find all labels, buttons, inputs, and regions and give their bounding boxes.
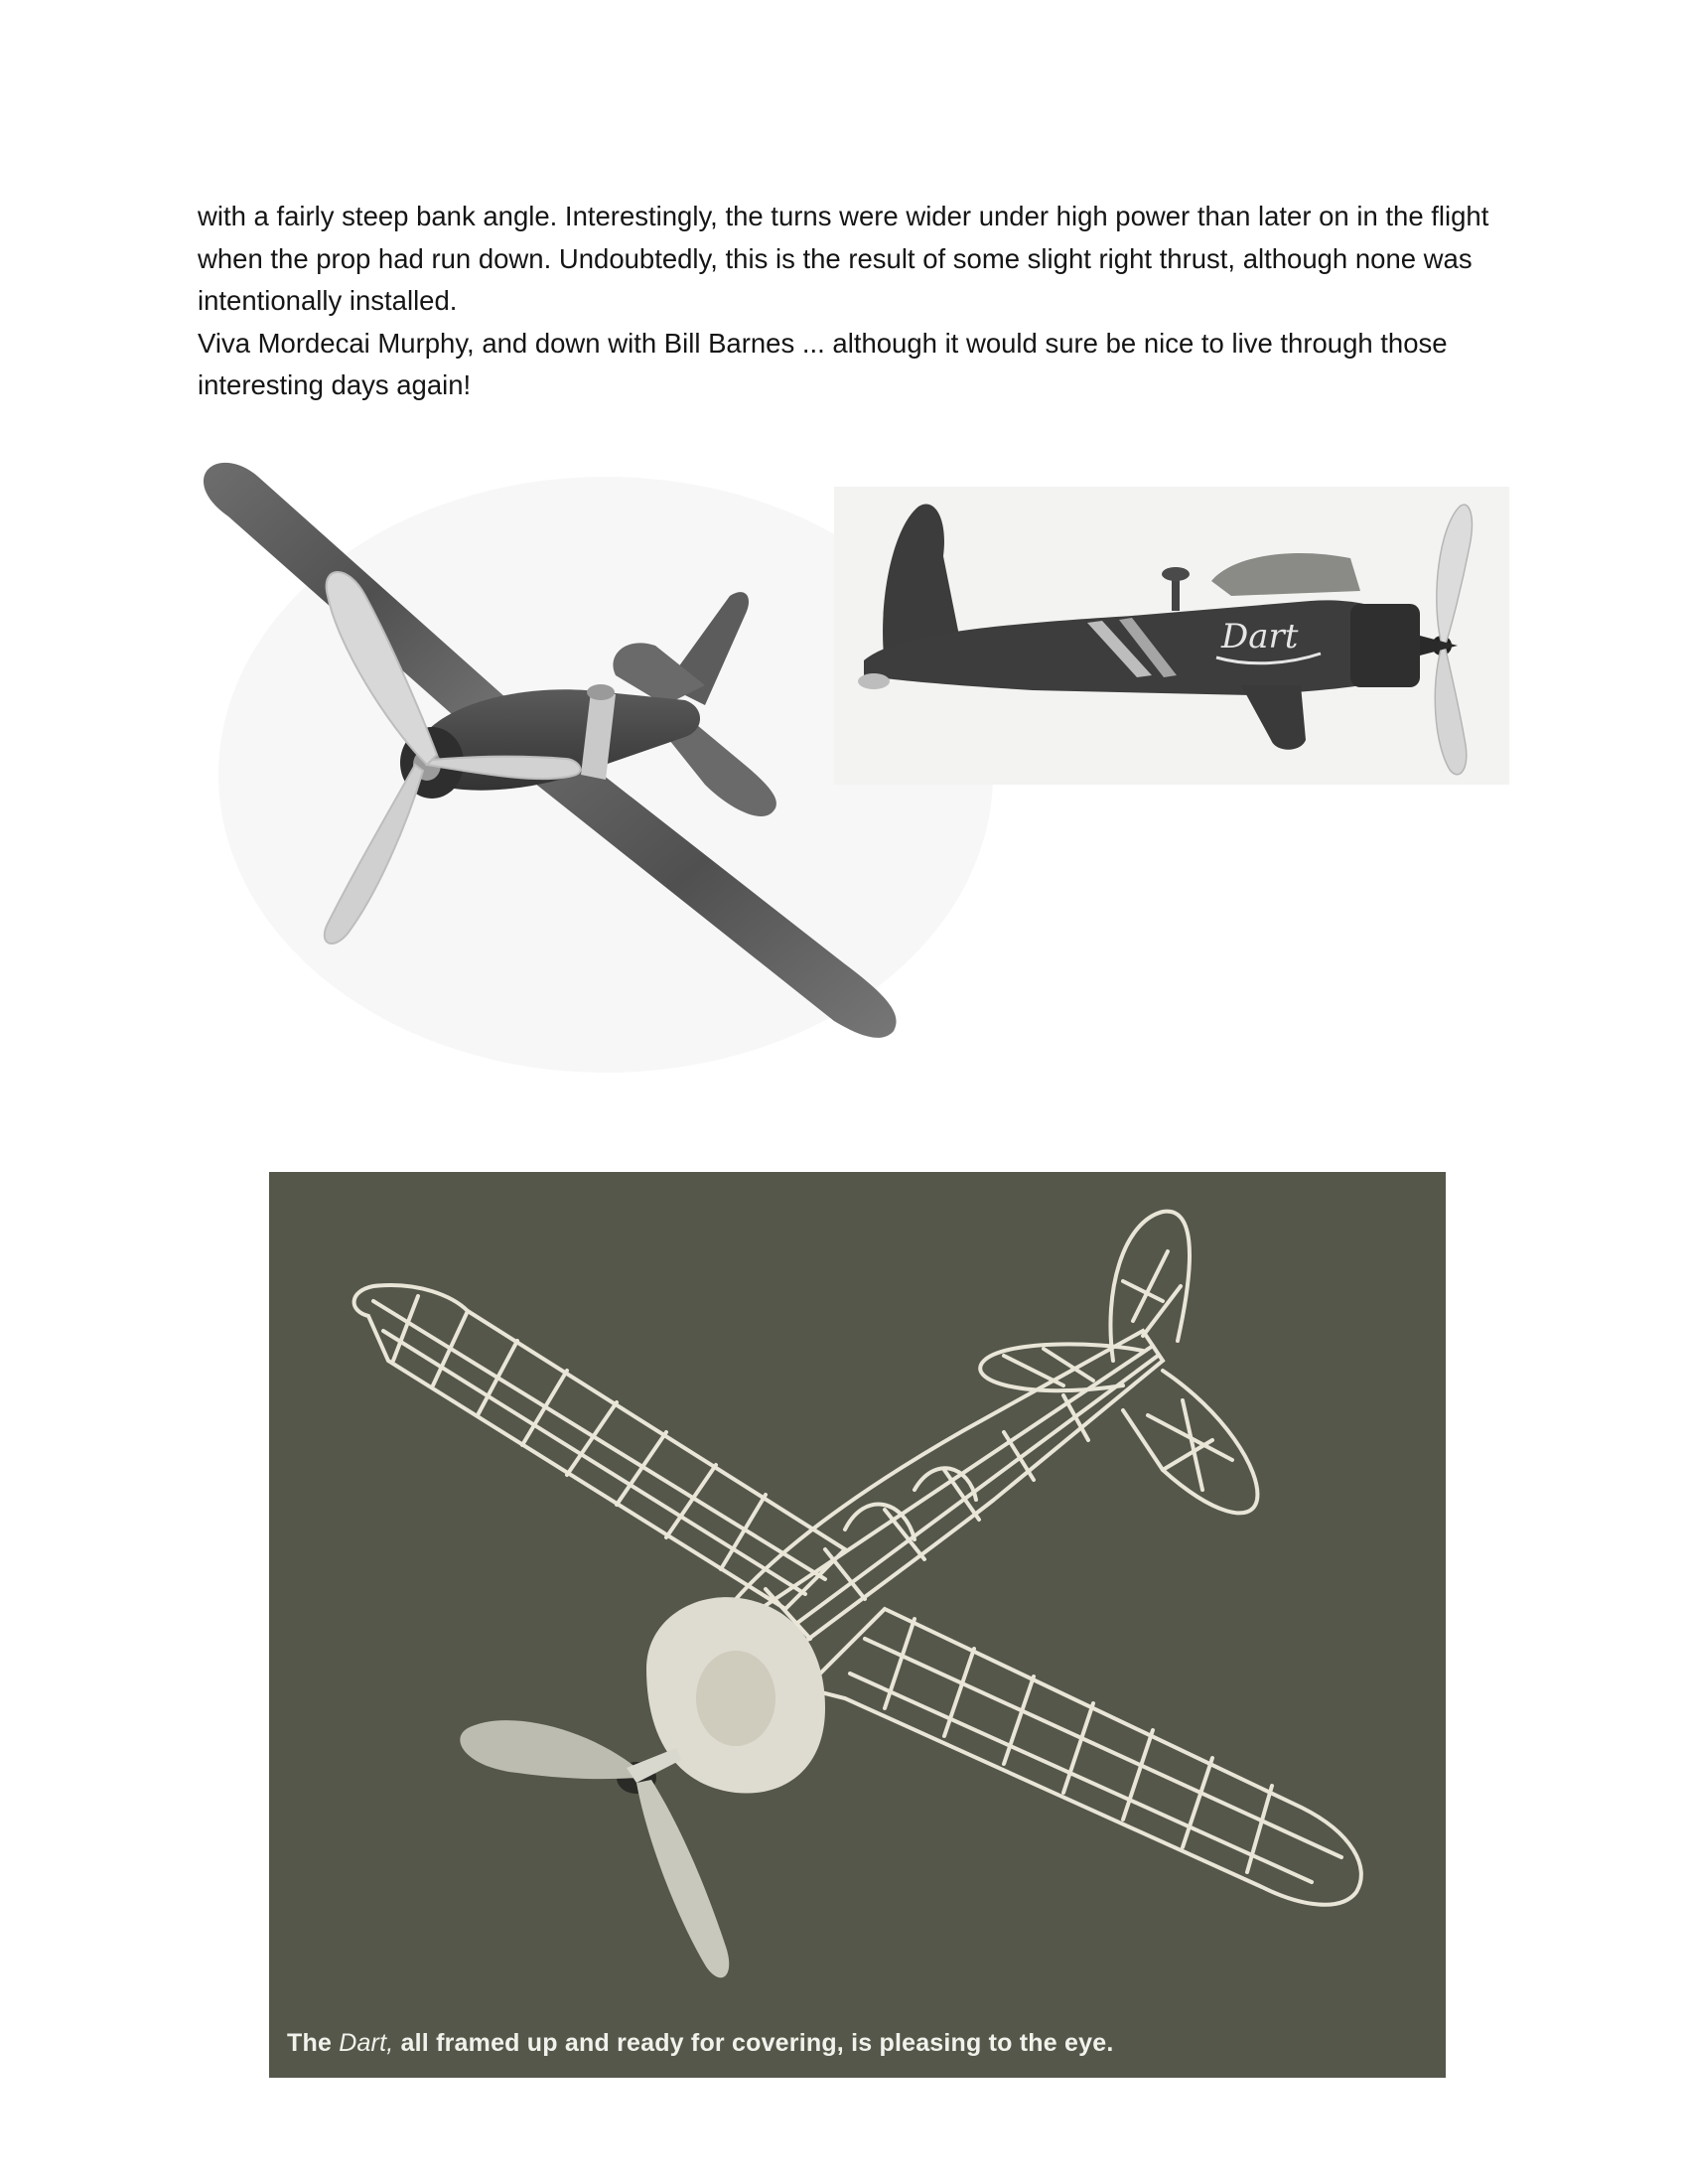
photo-caption bbox=[287, 2029, 1114, 2058]
caption-start: The bbox=[287, 2029, 340, 2057]
fuselage-lettering: Dart bbox=[1221, 617, 1299, 656]
paragraph-1: with a fairly steep bank angle. Interestingly, the turns were wider under high power than later on in the flight when the prop had run down. Undoubtedly, this is the result of some slight right thrust, although none was intentionally installed. bbox=[198, 201, 1489, 316]
paragraph-2: Viva Mordecai Murphy, and down with Bill Barnes ... although it would sure be nice to live through those interesting days again! bbox=[198, 327, 1448, 400]
photo-model-side-view bbox=[834, 487, 1509, 785]
caption-italic-title: Dart, bbox=[339, 2029, 394, 2057]
body-text bbox=[198, 196, 1498, 407]
caption-end: all framed up and ready for covering, is pleasing to the eye. bbox=[393, 2029, 1114, 2057]
photo-framed-model bbox=[269, 1172, 1446, 2078]
model-side-illustration bbox=[834, 487, 1509, 785]
framed-model-illustration bbox=[269, 1172, 1446, 2078]
